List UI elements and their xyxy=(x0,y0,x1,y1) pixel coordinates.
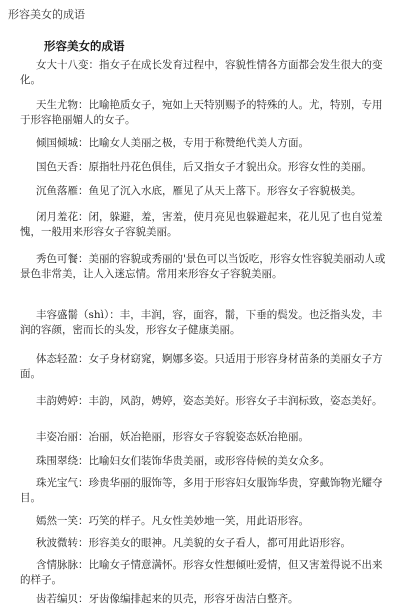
idiom-entry: 倾国倾城：比喻女人美丽之极，专用于称赞绝代美人方面。 xyxy=(36,137,309,149)
idiom-entry: 闭月羞花：闭，躲避，羞，害羞，使月亮见也躲避起来，花儿见了也自觉羞愧，一般用来形容女子容貌美丽。 xyxy=(20,211,383,238)
idiom-entry: 珠光宝气：珍贵华丽的服饰等，多用于形容妇女服饰华贵，穿戴饰物光耀夺目。 xyxy=(20,477,383,504)
idiom-entry: 秀色可餐：美丽的容貌或秀丽的'景色可以当饭吃，形容女性容貌美丽动人或景色非常美，让人入迷忘情。常用来形容女子容貌美丽。 xyxy=(20,253,386,280)
idiom-entry: 秋波微转：形容美女的眼神。凡美貌的女子看人，都可用此语形容。 xyxy=(36,537,351,549)
idiom-entry: 嫣然一笑：巧笑的样子。凡女性美妙地一笑，用此语形容。 xyxy=(36,515,309,527)
idiom-entry: 齿若编贝：牙齿像编排起来的贝壳，形容牙齿洁白整齐。 xyxy=(36,593,299,605)
idiom-entry: 丰姿冶丽：冶丽，妖冶艳丽，形容女子容貌姿态妖冶艳丽。 xyxy=(36,431,309,443)
idiom-entry: 丰韵娉婷：丰韵，风韵，娉婷，姿态美好。形容女子丰润标致，姿态美好。 xyxy=(36,395,383,407)
idiom-entry: 体态轻盈：女子身材窈窕，婀娜多姿。只适用于形容身材苗条的美丽女子方面。 xyxy=(20,353,383,380)
idiom-entry: 丰容盛鬋（shì）：丰，丰润，容，面容，鬋，下垂的鬓发。也泛指头发，丰润的容颜，密而长的头发，形容女子健康美丽。 xyxy=(20,309,383,336)
idiom-entry: 珠围翠绕：比喻妇女们装饰华贵美丽，或形容侍候的美女众多。 xyxy=(36,455,330,467)
document-heading: 形容美女的成语 xyxy=(44,39,125,53)
page-title: 形容美女的成语 xyxy=(8,8,85,21)
idiom-entry: 沉鱼落雁：鱼见了沉入水底，雁见了从天上落下。形容女子容貌极美。 xyxy=(36,185,362,197)
idiom-entry: 女大十八变：指女子在成长发育过程中，容貌性情各方面都会发生很大的变化。 xyxy=(20,59,383,86)
idiom-entry: 天生尤物：比喻艳质女子，宛如上天特别赐予的特殊的人。尤，特别，专用于形容艳丽媚人的女子。 xyxy=(20,99,383,126)
idiom-entry: 国色天香：原指牡丹花色俱佳，后又指女子才貌出众。形容女性的美丽。 xyxy=(36,161,372,173)
idiom-entry: 含情脉脉：比喻女子情意满怀。形容女性想倾吐爱情，但又害羞得说不出来的样子。 xyxy=(20,559,383,586)
